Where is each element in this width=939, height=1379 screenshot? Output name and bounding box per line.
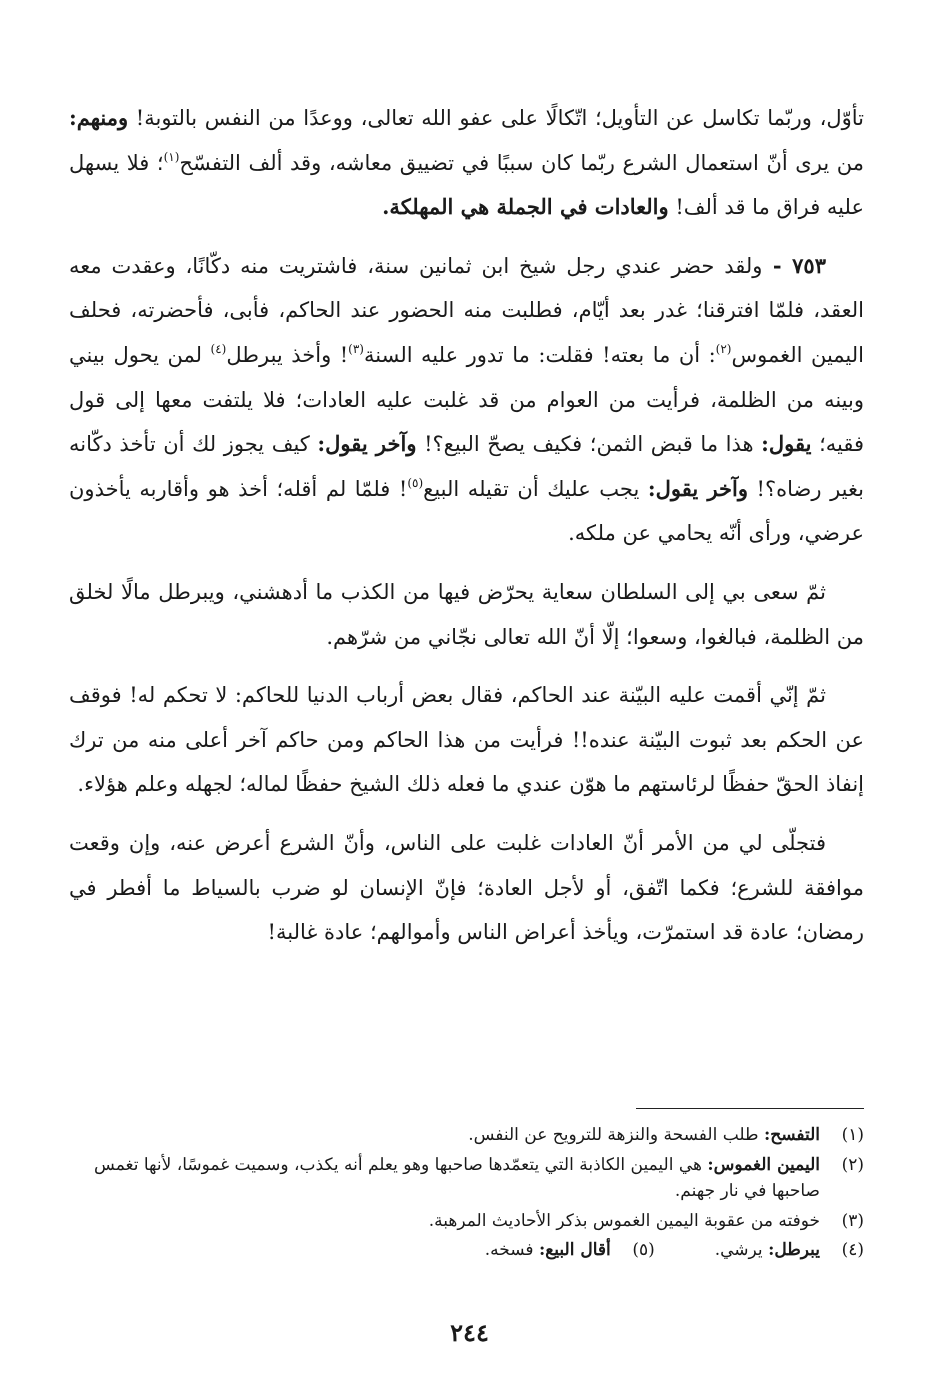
footnote-number: (١)	[841, 1125, 864, 1145]
footnote-body: خوفته من عقوبة اليمين الغموس بذكر الأحاديث المرهبة.	[428, 1210, 820, 1231]
footnote-3	[64, 1208, 864, 1235]
footnote-ref: (٢)	[715, 341, 732, 356]
footnote-number: (٤)	[841, 1240, 864, 1260]
footnote-ref: (٤)	[210, 341, 227, 356]
footnote-text	[64, 1152, 820, 1205]
footnote-ref: (٥)	[407, 475, 424, 490]
footnote-body: يرشي.	[714, 1240, 769, 1260]
footnote-body: هي اليمين الكاذبة التي يتعمّدها صاحبها وهو يعلم أنه يكذب، وسميت غموسًا، لأنها تغمس صاحبها في نار جهنم.	[94, 1154, 820, 1201]
paragraph-4	[69, 673, 864, 807]
page-number: ٢٤٤	[450, 1318, 489, 1347]
text-run: فتجلّى لي من الأمر أنّ العادات غلبت على الناس، وأنّ الشرع أعرض عنه، وإن وقعت موافقة للشرع؛ فكما اتّفق، أو لأجل العادة؛ فإنّ الإنسان لو ضرب بالسياط ما أفطر في رمضان؛ عادة قد استمرّت، ويأخذ أعراض الناس وأموالهم؛ عادة غالبة!	[69, 830, 864, 945]
text-run: لمن يحول بيني وبينه من الظلمة، فرأيت من العوام من قد غلبت عليه العادات؛ فلا يلتفت معها إلى قول فقيه؛	[69, 342, 865, 457]
footnote-term: أقال البيع:	[538, 1240, 611, 1260]
paragraph-5	[69, 821, 864, 955]
text-run: هذا ما قبض الثمن؛ فكيف يصحّ البيع؟!	[416, 432, 762, 457]
text-run: ؛ فلا يسهل عليه فراق ما قد ألف!	[69, 150, 864, 220]
bold-phrase: وآخر يقول:	[647, 475, 748, 501]
footnote-term: التفسح:	[763, 1125, 820, 1145]
footnote-number: (٥)	[632, 1240, 655, 1260]
text-run: ! فلمّا لم أقله؛ أخذ هو وأقاربه يأخذون عرضي، ورأى أنّه يحامي عن ملكه.	[69, 476, 864, 546]
footnote-text	[64, 1208, 820, 1235]
bold-phrase: وآخر يقول:	[317, 431, 417, 457]
bold-phrase: ومنهم:	[69, 105, 129, 130]
text-run: : أن ما بعته! فقلت: ما تدور عليه السنة	[363, 342, 716, 367]
paragraph-3	[69, 570, 864, 659]
main-text	[69, 96, 864, 965]
footnote-number: (٢)	[841, 1154, 864, 1175]
text-run: ثمّ سعى بي إلى السلطان سعاية يحرّض فيها من الكذب ما أدهشني، ويبرطل مالًا لخلق من الظلمة، فبالغوا، وسعوا؛ إلّا أنّ الله تعالى نجّاني من شرّهم.	[69, 579, 864, 649]
footnote-text	[715, 1237, 820, 1264]
text-run: ! وأخذ يبرطل	[226, 342, 349, 367]
footnote-body: فسخه.	[484, 1240, 539, 1260]
text-run: ولقد حضر عندي رجل شيخ ابن ثمانين سنة، فاشتريت منه دكّانًا، وعقدت معه العقد، فلمّا افترقنا؛ غدر بعد أيّام، فطلبت منه الحضور عند الحاكم، فأبى، فأحضرته، فحلف اليمين الغموس	[69, 253, 864, 367]
footnote-row	[64, 1237, 864, 1267]
paragraph-2	[69, 244, 864, 556]
footnote-term: يبرطل:	[768, 1240, 820, 1260]
text-run: ثمّ إنّي أقمت عليه البيّنة عند الحاكم، فقال بعض أرباب الدنيا للحاكم: لا تحكم له! فوقف عن الحكم بعد ثبوت البيّنة عنده!! فرأيت من هذا الحاكم ومن حاكم آخر أعلى منه من ترك إنفاذ الحقّ حفظًا لرئاستهم ما هوّن عندي ما فعله ذلك الشيخ حفظًا لماله؛ لجهله وعلم هؤلاء.	[69, 683, 864, 797]
text-run: من يرى أنّ استعمال الشرع ربّما كان سببًا في تضييق معاشه، وقد ألف التفسّح	[179, 150, 864, 175]
footnotes	[64, 1122, 864, 1267]
text-run: يجب عليك أن تقيله البيع	[423, 476, 648, 501]
text-run: تأوّل، وربّما تكاسل عن التأويل؛ اتّكالًا على عفو الله تعالى، ووعدًا من النفس بالتوبة!	[128, 106, 864, 130]
footnote-2	[64, 1152, 864, 1205]
footnote-text	[485, 1237, 611, 1264]
bold-phrase: يقول:	[761, 431, 812, 457]
footnote-1	[64, 1122, 864, 1149]
footnote-separator	[636, 1108, 864, 1109]
footnote-5	[485, 1237, 655, 1264]
footnote-body: طلب الفسحة والنزهة للترويح عن النفس.	[468, 1125, 764, 1145]
footnote-term: اليمين الغموس:	[707, 1154, 820, 1175]
bold-phrase: ٧٥٣ -	[762, 252, 826, 278]
footnote-ref: (١)	[163, 149, 180, 164]
paragraph-1	[69, 96, 864, 230]
bold-phrase: والعادات في الجملة هي المهلكة.	[382, 194, 669, 220]
footnote-4	[715, 1237, 864, 1264]
text-run: كيف يجوز لك أن تأخذ دكّانه بغير رضاه؟!	[69, 432, 864, 501]
footnote-text	[64, 1122, 820, 1149]
footnote-ref: (٣)	[348, 341, 364, 356]
footnote-number: (٣)	[841, 1210, 864, 1231]
